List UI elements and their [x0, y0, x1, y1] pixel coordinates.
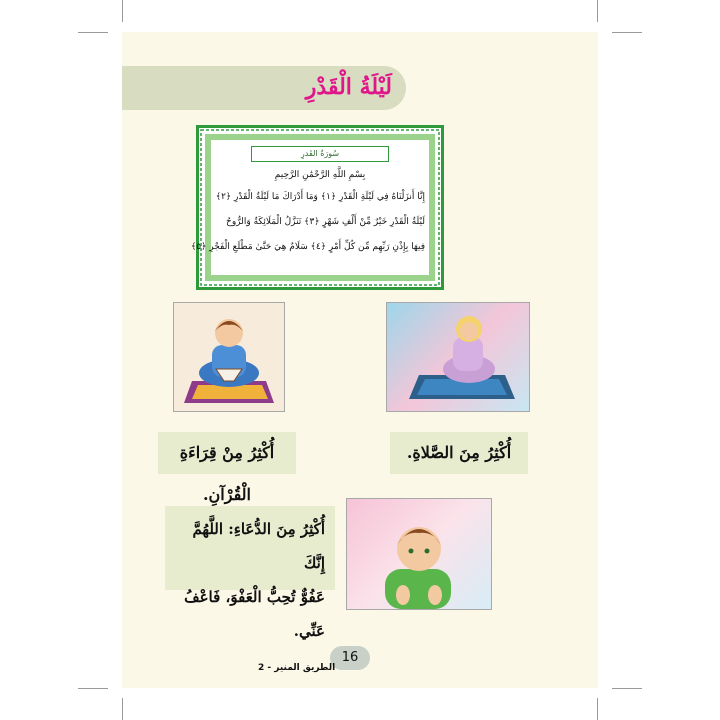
lesson-title: لَيْلَةُ الْقَدْرِ	[305, 74, 392, 100]
crop-mark	[612, 688, 642, 689]
basmala: بِسْمِ اللَّهِ الرَّحْمَٰنِ الرَّحِيمِ	[274, 170, 366, 180]
crop-mark	[612, 32, 642, 33]
boy-reading-illustration	[174, 303, 284, 411]
boy-dua-image	[346, 498, 492, 610]
crop-mark	[122, 0, 123, 22]
crop-mark	[597, 698, 598, 720]
crop-mark	[597, 0, 598, 22]
title-band	[122, 66, 406, 110]
page-number: 16	[330, 646, 370, 670]
book-title-footer: الطريق المنير - 2	[258, 663, 336, 673]
ayah-line-1: إِنَّا أَنزَلْنَاهُ فِي لَيْلَةِ الْقَدْرِ ﴿١﴾ وَمَا أَدْرَاكَ مَا لَيْلَةُ الْقَدْرِ ﴿٢﴾	[215, 192, 425, 202]
crop-mark	[122, 698, 123, 720]
surah-name: سُورَةُ القَدرِ	[251, 146, 389, 162]
dua-line-2: عَفُوٌّ تُحِبُّ الْعَفْوَ، فَاعْفُ عَنِّي.	[184, 588, 325, 640]
caption-dua	[165, 506, 335, 640]
boy-reading-image	[173, 302, 285, 412]
ayah-line-2: لَيْلَةُ الْقَدْرِ خَيْرٌ مِّنْ أَلْفِ شَهْرٍ ﴿٣﴾ تَنَزَّلُ الْمَلَائِكَةُ وَالرُّوحُ	[226, 217, 425, 227]
girl-praying-image	[386, 302, 530, 412]
dua-line-1: أُكْثِرُ مِنَ الدُّعَاءِ: اللَّهُمَّ إِنَّكَ	[192, 520, 325, 572]
boy-dua-illustration	[347, 499, 491, 609]
surah-panel	[190, 125, 444, 290]
caption-quran: أُكْثِرُ مِنْ قِرَاءَةِ الْقُرْآنِ.	[158, 432, 296, 474]
caption-prayer: أُكْثِرُ مِنَ الصَّلاةِ.	[390, 432, 528, 474]
crop-mark	[78, 688, 108, 689]
surah-text-area	[190, 134, 435, 281]
girl-praying-illustration	[387, 303, 529, 411]
crop-mark	[78, 32, 108, 33]
ayah-line-3: فِيهَا بِإِذْنِ رَبِّهِم مِّن كُلِّ أَمْرٍ ﴿٤﴾ سَلَامٌ هِيَ حَتَّىٰ مَطْلَعِ الْفَجْرِ ﴿٥﴾	[190, 242, 425, 252]
